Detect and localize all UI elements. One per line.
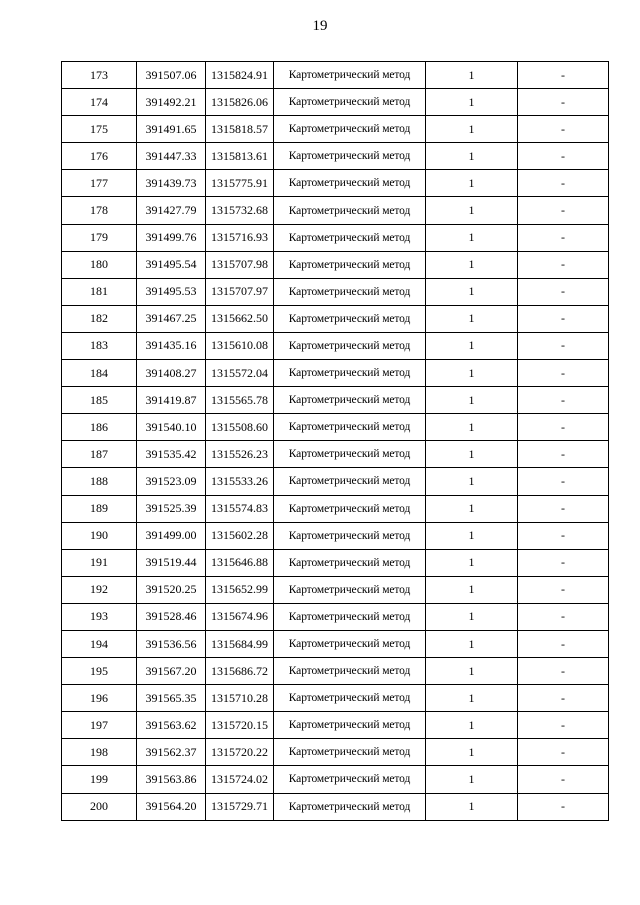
note-cell: -: [518, 603, 609, 630]
accuracy-cell: 1: [426, 278, 518, 305]
method-cell: Картометрический метод: [274, 549, 426, 576]
accuracy-cell: 1: [426, 332, 518, 359]
note-cell: -: [518, 89, 609, 116]
accuracy-cell: 1: [426, 62, 518, 89]
x-coordinate-cell: 391525.39: [137, 495, 206, 522]
point-number-cell: 178: [62, 197, 137, 224]
point-number-cell: 182: [62, 305, 137, 332]
method-cell: Картометрический метод: [274, 603, 426, 630]
y-coordinate-cell: 1315652.99: [206, 576, 274, 603]
x-coordinate-cell: 391540.10: [137, 414, 206, 441]
method-cell: Картометрический метод: [274, 116, 426, 143]
x-coordinate-cell: 391564.20: [137, 793, 206, 820]
accuracy-cell: 1: [426, 576, 518, 603]
y-coordinate-cell: 1315533.26: [206, 468, 274, 495]
y-coordinate-cell: 1315602.28: [206, 522, 274, 549]
x-coordinate-cell: 391408.27: [137, 360, 206, 387]
note-cell: -: [518, 360, 609, 387]
accuracy-cell: 1: [426, 793, 518, 820]
y-coordinate-cell: 1315720.15: [206, 712, 274, 739]
table-row: [62, 793, 609, 820]
x-coordinate-cell: 391495.53: [137, 278, 206, 305]
table-row: [62, 332, 609, 359]
point-number-cell: 198: [62, 739, 137, 766]
y-coordinate-cell: 1315720.22: [206, 739, 274, 766]
table-row: [62, 685, 609, 712]
note-cell: -: [518, 576, 609, 603]
point-number-cell: 185: [62, 387, 137, 414]
accuracy-cell: 1: [426, 549, 518, 576]
method-cell: Картометрический метод: [274, 468, 426, 495]
method-cell: Картометрический метод: [274, 766, 426, 793]
table-row: [62, 576, 609, 603]
method-cell: Картометрический метод: [274, 278, 426, 305]
note-cell: -: [518, 658, 609, 685]
note-cell: -: [518, 712, 609, 739]
x-coordinate-cell: 391492.21: [137, 89, 206, 116]
method-cell: Картометрический метод: [274, 360, 426, 387]
method-cell: Картометрический метод: [274, 495, 426, 522]
y-coordinate-cell: 1315826.06: [206, 89, 274, 116]
table-row: [62, 495, 609, 522]
accuracy-cell: 1: [426, 658, 518, 685]
method-cell: Картометрический метод: [274, 522, 426, 549]
accuracy-cell: 1: [426, 766, 518, 793]
point-number-cell: 195: [62, 658, 137, 685]
x-coordinate-cell: 391499.76: [137, 224, 206, 251]
x-coordinate-cell: 391567.20: [137, 658, 206, 685]
note-cell: -: [518, 305, 609, 332]
table-row: [62, 251, 609, 278]
y-coordinate-cell: 1315574.83: [206, 495, 274, 522]
x-coordinate-cell: 391535.42: [137, 441, 206, 468]
x-coordinate-cell: 391520.25: [137, 576, 206, 603]
x-coordinate-cell: 391439.73: [137, 170, 206, 197]
accuracy-cell: 1: [426, 414, 518, 441]
point-number-cell: 175: [62, 116, 137, 143]
point-number-cell: 181: [62, 278, 137, 305]
method-cell: Картометрический метод: [274, 251, 426, 278]
table-row: [62, 739, 609, 766]
table-row: [62, 549, 609, 576]
x-coordinate-cell: 391447.33: [137, 143, 206, 170]
x-coordinate-cell: 391523.09: [137, 468, 206, 495]
y-coordinate-cell: 1315572.04: [206, 360, 274, 387]
coordinates-table-body: [62, 62, 609, 821]
y-coordinate-cell: 1315526.23: [206, 441, 274, 468]
method-cell: Картометрический метод: [274, 414, 426, 441]
point-number-cell: 197: [62, 712, 137, 739]
method-cell: Картометрический метод: [274, 739, 426, 766]
table-row: [62, 658, 609, 685]
accuracy-cell: 1: [426, 224, 518, 251]
table-row: [62, 766, 609, 793]
note-cell: -: [518, 739, 609, 766]
note-cell: -: [518, 766, 609, 793]
note-cell: -: [518, 197, 609, 224]
point-number-cell: 183: [62, 332, 137, 359]
note-cell: -: [518, 387, 609, 414]
table-row: [62, 468, 609, 495]
method-cell: Картометрический метод: [274, 143, 426, 170]
point-number-cell: 192: [62, 576, 137, 603]
point-number-cell: 186: [62, 414, 137, 441]
method-cell: Картометрический метод: [274, 305, 426, 332]
x-coordinate-cell: 391419.87: [137, 387, 206, 414]
point-number-cell: 177: [62, 170, 137, 197]
accuracy-cell: 1: [426, 251, 518, 278]
y-coordinate-cell: 1315610.08: [206, 332, 274, 359]
note-cell: -: [518, 332, 609, 359]
method-cell: Картометрический метод: [274, 630, 426, 657]
method-cell: Картометрический метод: [274, 712, 426, 739]
y-coordinate-cell: 1315707.97: [206, 278, 274, 305]
table-row: [62, 712, 609, 739]
note-cell: -: [518, 251, 609, 278]
y-coordinate-cell: 1315813.61: [206, 143, 274, 170]
accuracy-cell: 1: [426, 387, 518, 414]
note-cell: -: [518, 522, 609, 549]
point-number-cell: 193: [62, 603, 137, 630]
method-cell: Картометрический метод: [274, 224, 426, 251]
method-cell: Картометрический метод: [274, 332, 426, 359]
y-coordinate-cell: 1315824.91: [206, 62, 274, 89]
accuracy-cell: 1: [426, 89, 518, 116]
method-cell: Картометрический метод: [274, 89, 426, 116]
y-coordinate-cell: 1315732.68: [206, 197, 274, 224]
method-cell: Картометрический метод: [274, 441, 426, 468]
x-coordinate-cell: 391528.46: [137, 603, 206, 630]
y-coordinate-cell: 1315686.72: [206, 658, 274, 685]
note-cell: -: [518, 630, 609, 657]
table-row: [62, 603, 609, 630]
point-number-cell: 188: [62, 468, 137, 495]
method-cell: Картометрический метод: [274, 793, 426, 820]
note-cell: -: [518, 549, 609, 576]
point-number-cell: 173: [62, 62, 137, 89]
y-coordinate-cell: 1315724.02: [206, 766, 274, 793]
point-number-cell: 180: [62, 251, 137, 278]
table-row: [62, 414, 609, 441]
y-coordinate-cell: 1315710.28: [206, 685, 274, 712]
y-coordinate-cell: 1315707.98: [206, 251, 274, 278]
point-number-cell: 200: [62, 793, 137, 820]
accuracy-cell: 1: [426, 197, 518, 224]
accuracy-cell: 1: [426, 685, 518, 712]
method-cell: Картометрический метод: [274, 685, 426, 712]
point-number-cell: 191: [62, 549, 137, 576]
point-number-cell: 174: [62, 89, 137, 116]
note-cell: -: [518, 685, 609, 712]
x-coordinate-cell: 391467.25: [137, 305, 206, 332]
table-row: [62, 224, 609, 251]
note-cell: -: [518, 793, 609, 820]
y-coordinate-cell: 1315729.71: [206, 793, 274, 820]
accuracy-cell: 1: [426, 360, 518, 387]
table-row: [62, 89, 609, 116]
accuracy-cell: 1: [426, 116, 518, 143]
table-row: [62, 278, 609, 305]
x-coordinate-cell: 391427.79: [137, 197, 206, 224]
point-number-cell: 187: [62, 441, 137, 468]
accuracy-cell: 1: [426, 143, 518, 170]
point-number-cell: 189: [62, 495, 137, 522]
point-number-cell: 196: [62, 685, 137, 712]
x-coordinate-cell: 391563.86: [137, 766, 206, 793]
point-number-cell: 199: [62, 766, 137, 793]
accuracy-cell: 1: [426, 630, 518, 657]
x-coordinate-cell: 391562.37: [137, 739, 206, 766]
x-coordinate-cell: 391507.06: [137, 62, 206, 89]
accuracy-cell: 1: [426, 170, 518, 197]
x-coordinate-cell: 391491.65: [137, 116, 206, 143]
y-coordinate-cell: 1315818.57: [206, 116, 274, 143]
y-coordinate-cell: 1315662.50: [206, 305, 274, 332]
accuracy-cell: 1: [426, 739, 518, 766]
y-coordinate-cell: 1315775.91: [206, 170, 274, 197]
note-cell: -: [518, 62, 609, 89]
coordinates-table: [61, 61, 609, 821]
x-coordinate-cell: 391563.62: [137, 712, 206, 739]
accuracy-cell: 1: [426, 603, 518, 630]
table-row: [62, 441, 609, 468]
y-coordinate-cell: 1315646.88: [206, 549, 274, 576]
x-coordinate-cell: 391435.16: [137, 332, 206, 359]
method-cell: Картометрический метод: [274, 62, 426, 89]
y-coordinate-cell: 1315684.99: [206, 630, 274, 657]
table-row: [62, 630, 609, 657]
table-row: [62, 197, 609, 224]
method-cell: Картометрический метод: [274, 576, 426, 603]
note-cell: -: [518, 468, 609, 495]
y-coordinate-cell: 1315674.96: [206, 603, 274, 630]
y-coordinate-cell: 1315508.60: [206, 414, 274, 441]
method-cell: Картометрический метод: [274, 387, 426, 414]
accuracy-cell: 1: [426, 522, 518, 549]
x-coordinate-cell: 391495.54: [137, 251, 206, 278]
table-row: [62, 170, 609, 197]
note-cell: -: [518, 224, 609, 251]
note-cell: -: [518, 495, 609, 522]
x-coordinate-cell: 391536.56: [137, 630, 206, 657]
table-row: [62, 522, 609, 549]
note-cell: -: [518, 170, 609, 197]
x-coordinate-cell: 391519.44: [137, 549, 206, 576]
method-cell: Картометрический метод: [274, 658, 426, 685]
table-row: [62, 387, 609, 414]
table-row: [62, 360, 609, 387]
x-coordinate-cell: 391565.35: [137, 685, 206, 712]
point-number-cell: 194: [62, 630, 137, 657]
point-number-cell: 184: [62, 360, 137, 387]
method-cell: Картометрический метод: [274, 170, 426, 197]
table-row: [62, 143, 609, 170]
note-cell: -: [518, 441, 609, 468]
point-number-cell: 190: [62, 522, 137, 549]
accuracy-cell: 1: [426, 468, 518, 495]
accuracy-cell: 1: [426, 495, 518, 522]
note-cell: -: [518, 116, 609, 143]
table-row: [62, 62, 609, 89]
method-cell: Картометрический метод: [274, 197, 426, 224]
note-cell: -: [518, 278, 609, 305]
point-number-cell: 176: [62, 143, 137, 170]
table-row: [62, 116, 609, 143]
note-cell: -: [518, 143, 609, 170]
y-coordinate-cell: 1315565.78: [206, 387, 274, 414]
x-coordinate-cell: 391499.00: [137, 522, 206, 549]
note-cell: -: [518, 414, 609, 441]
table-row: [62, 305, 609, 332]
accuracy-cell: 1: [426, 712, 518, 739]
accuracy-cell: 1: [426, 305, 518, 332]
accuracy-cell: 1: [426, 441, 518, 468]
page-number: 19: [312, 18, 328, 34]
y-coordinate-cell: 1315716.93: [206, 224, 274, 251]
point-number-cell: 179: [62, 224, 137, 251]
